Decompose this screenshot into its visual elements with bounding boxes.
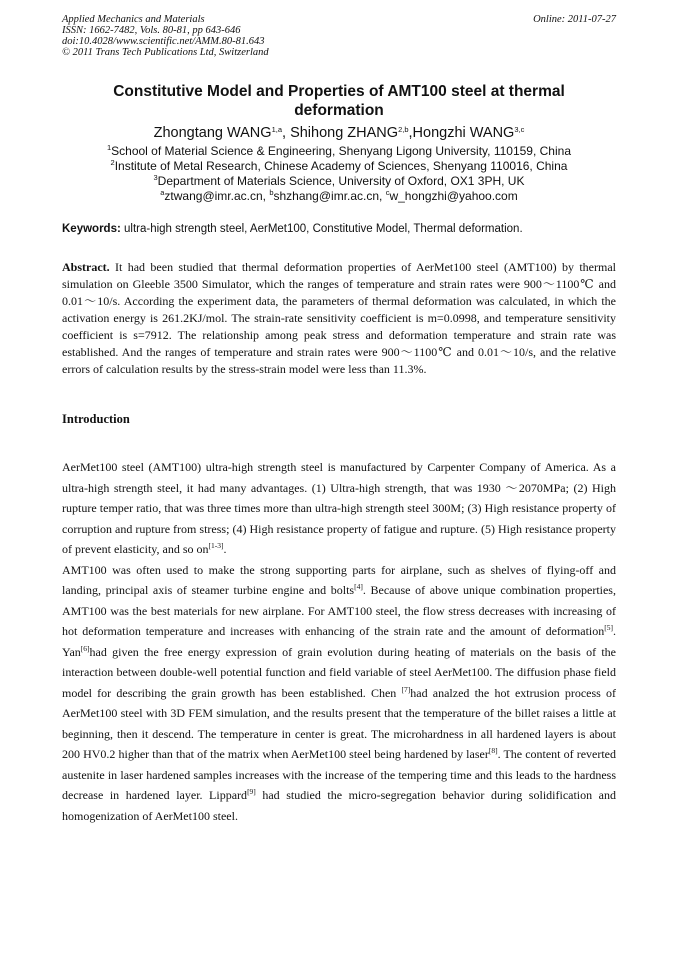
citation[interactable]: [9] — [247, 787, 256, 796]
affiliation: $^3$Department of Materials Science, University of Oxford, OX1 3PH, UK — [153, 173, 525, 188]
citation[interactable]: [4] — [354, 582, 363, 591]
citation[interactable]: [7] — [401, 684, 411, 694]
paragraph: AMT100 was often used to make the strong supporting parts for airplane, such as shelves of flying-off and landing, principal axis of steamer turbine engine and bolts[4]. Because of above unique combination properties, AMT100 was the best materials for new airplane. For AMT100 steel, the flow stress decreases with increasing of hot deformation temperature and increases with enhancing of the strain rate and the amount of deformation[5]. Yan[6]had given the free energy expression of grain evolution during heating of materials on the basis of the interaction between double-well potential function and field variable of steel AerMet100. The diffusion phase field model for describing the grain growth has been established. Chen [7]had analzed the hot extrusion process of AerMet100 steel with 3D FEM simulation, and the results present that the temperature of the billet raises a little at beginning, then it descend. The temperature in center is great. The microhardness in all hardened layers is about 200 HV0.2 higher than that of the matrix when AerMet100 steel being hardened by laser[8]. The content of reverted austenite in laser hardened samples increases with the increase of the tempering time and this leads to the hardness decrease in hardened layer. Lippard[9] had studied the micro-segregation behavior during solidification and homogenization of AerMet100 steel. — [62, 562, 616, 823]
keywords — [62, 222, 616, 236]
affiliations — [62, 144, 616, 204]
author: Zhongtang WANG$^{1,a}$, — [153, 125, 291, 141]
abstract-label: Abstract. — [62, 260, 110, 274]
online-date: Online: 2011-07-27 — [533, 14, 616, 25]
email-link[interactable]: ztwang@imr.ac.cn, — [164, 189, 270, 203]
citation[interactable]: [1-3] — [208, 541, 224, 550]
email-link[interactable]: w_hongzhi@yahoo.com — [389, 189, 518, 203]
section-heading: Introduction — [62, 412, 130, 426]
issn-line: ISSN: 1662-7482, Vols. 80-81, pp 643-646 — [62, 25, 241, 36]
journal-header — [62, 14, 269, 58]
keywords-label: Keywords: — [62, 223, 121, 235]
affiliation: $^2$Institute of Metal Research, Chinese Academy of Sciences, Shenyang 110016, China — [110, 158, 568, 173]
journal-name: Applied Mechanics and Materials — [62, 14, 205, 25]
paragraph: AerMet100 steel (AMT100) ultra-high strength steel is manufactured by Carpenter Company of America. As a ultra-high strength steel, it had many advantages. (1) Ultra-high strength, that was 1930 ～2070MPa; (2) High rupture temper ratio, that was three times more than ultra-high strength steel 300M; (3) High resistance property of corruption and rupture from stress; (4) High resistance property of fatigue and rupture. (5) High resistance property of prevent elasticity, and so on[1-3]. — [62, 460, 616, 556]
keywords-text: ultra-high strength steel, AerMet100, Constitutive Model, Thermal deformation. — [120, 223, 523, 235]
doi-line: doi:10.4028/www.scientific.net/AMM.80-81.643 — [62, 36, 265, 47]
paper-title: Constitutive Model and Properties of AMT100 steel at thermal deformation — [113, 83, 565, 119]
abstract-text: It had been studied that thermal deformation properties of AerMet100 steel (AMT100) by thermal simulation on Gleeble 3500 Simulator, which the ranges of temperature and strain rates were 900～1100℃ and 0.01～10/s. According the experiment data, the parameters of thermal deformation was calculated, in which the activation energy is 261.2KJ/mol. The strain-rate sensitivity coefficient is m=0.0998, and temperature sensitivity coefficient is s=7912. The relationship among peak stress and deformation temperature and strain rate was established. And the ranges of temperature and strain rates were 900～1100℃ and 0.01～10/s, and the relative errors of calculation results by the stress-strain model were less than 11.3%. — [62, 260, 616, 376]
citation[interactable]: [6] — [80, 643, 90, 653]
introduction-body — [62, 457, 616, 826]
copyright-line: © 2011 Trans Tech Publications Ltd, Switzerland — [62, 47, 269, 58]
author: Hongzhi WANG$^{3,c}$ — [412, 125, 525, 141]
affiliation: $^1$School of Material Science & Engineering, Shenyang Ligong University, 110159, China — [106, 143, 571, 158]
author-list — [62, 124, 616, 142]
author: Shihong ZHANG$^{2,b}$, — [290, 125, 413, 141]
email-line: $^a$ztwang@imr.ac.cn, $^b$shzhang@imr.ac.cn, $^c$w_hongzhi@yahoo.com — [160, 188, 518, 203]
abstract — [62, 259, 616, 378]
citation[interactable]: [8] — [488, 746, 498, 755]
citation[interactable]: [5] — [604, 623, 613, 632]
email-link[interactable]: shzhang@imr.ac.cn, — [273, 189, 386, 203]
